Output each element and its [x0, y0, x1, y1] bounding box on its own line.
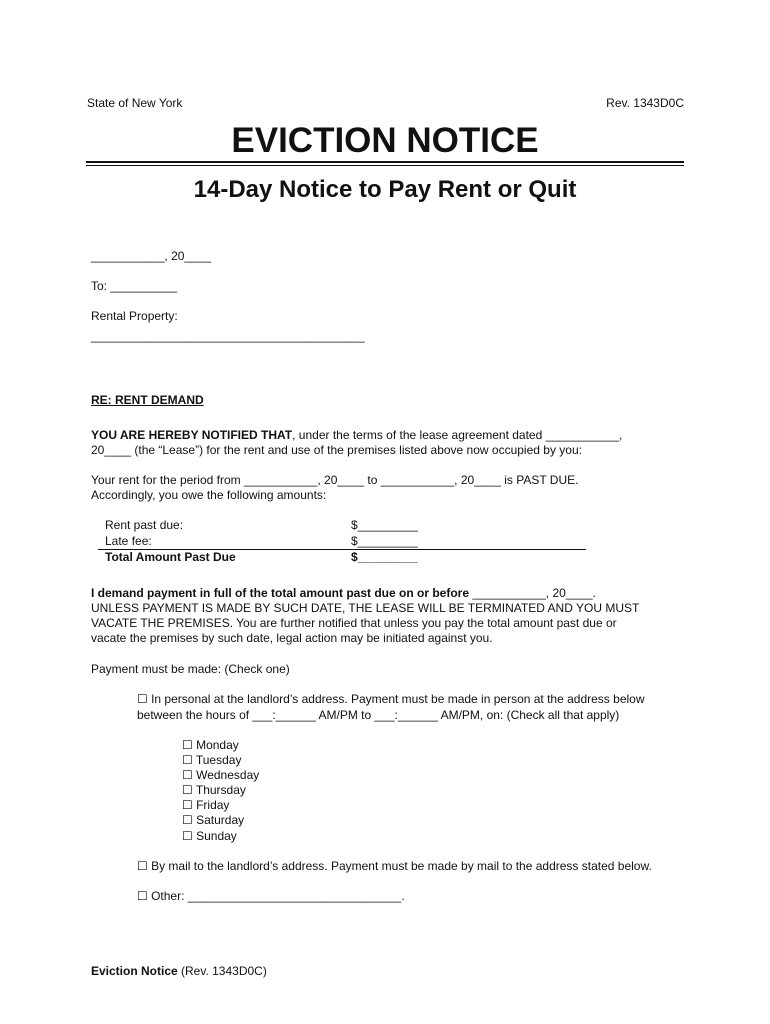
date-line: ___________, 20____ — [91, 249, 212, 263]
day-checkbox-sunday[interactable]: ☐ Sunday — [182, 829, 237, 843]
late-fee-value: $_________ — [351, 534, 418, 548]
demand-line-1 — [91, 586, 596, 601]
rent-past-due-label: Rent past due: — [105, 518, 184, 532]
rental-property-line: _________________________________________ — [91, 329, 365, 343]
re-rent-demand-heading: RE: RENT DEMAND — [91, 393, 204, 407]
day-checkbox-saturday[interactable]: ☐ Saturday — [182, 813, 245, 827]
total-value: $_________ — [351, 550, 418, 564]
payment-label: Payment must be made: (Check one) — [91, 662, 290, 676]
demand-line-3: VACATE THE PREMISES. You are further notified that unless you pay the total amount past due or — [91, 616, 617, 630]
footer — [91, 964, 267, 979]
document-subtitle: 14-Day Notice to Pay Rent or Quit — [193, 176, 577, 203]
footer-rev: (Rev. 1343D0C) — [177, 964, 267, 978]
day-checkbox-thursday[interactable]: ☐ Thursday — [182, 783, 246, 797]
option-by-mail[interactable]: ☐ By mail to the landlord’s address. Payment must be made by mail to the address stated below. — [137, 859, 652, 873]
option-other[interactable]: ☐ Other: ________________________________. — [137, 889, 405, 903]
title-rule — [86, 161, 684, 163]
late-fee-label: Late fee: — [105, 534, 152, 548]
rental-property-label: Rental Property: — [91, 309, 178, 323]
demand-rest: ___________, 20____. — [469, 586, 596, 600]
document-title: EVICTION NOTICE — [231, 121, 539, 160]
state-label: State of New York — [87, 96, 183, 110]
in-person-hours-line: between the hours of ___:______ AM/PM to ___:______ AM/PM, on: (Check all that apply) — [137, 708, 620, 722]
demand-line-2: UNLESS PAYMENT IS MADE BY SUCH DATE, THE LEASE WILL BE TERMINATED AND YOU MUST — [91, 601, 640, 615]
day-checkbox-wednesday[interactable]: ☐ Wednesday — [182, 768, 260, 782]
notified-line-2: 20____ (the “Lease”) for the rent and use of the premises listed above now occupied by you: — [91, 443, 582, 457]
demand-bold: I demand payment in full of the total amount past due on or before — [91, 586, 470, 600]
period-line-1: Your rent for the period from ___________, 20____ to ___________, 20____ is PAST DUE. — [91, 473, 579, 487]
notified-rest: , under the terms of the lease agreement dated ___________, — [292, 428, 623, 442]
demand-line-4: vacate the premises by such date, legal action may be initiated against you. — [91, 631, 493, 645]
period-line-2: Accordingly, you owe the following amounts: — [91, 488, 327, 502]
revision-label: Rev. 1343D0C — [606, 96, 684, 110]
day-checkbox-monday[interactable]: ☐ Monday — [182, 738, 239, 752]
title-rule-thin — [86, 165, 684, 166]
to-line: To: __________ — [91, 279, 178, 293]
rent-past-due-value: $_________ — [351, 518, 418, 532]
total-label: Total Amount Past Due — [105, 550, 236, 564]
option-in-person[interactable]: ☐ In personal at the landlord’s address. Payment must be made in person at the address below — [137, 692, 645, 706]
footer-bold: Eviction Notice — [91, 964, 178, 978]
notified-bold: YOU ARE HEREBY NOTIFIED THAT — [91, 428, 293, 442]
notified-line-1 — [91, 428, 622, 443]
day-checkbox-friday[interactable]: ☐ Friday — [182, 798, 230, 812]
day-checkbox-tuesday[interactable]: ☐ Tuesday — [182, 753, 242, 767]
